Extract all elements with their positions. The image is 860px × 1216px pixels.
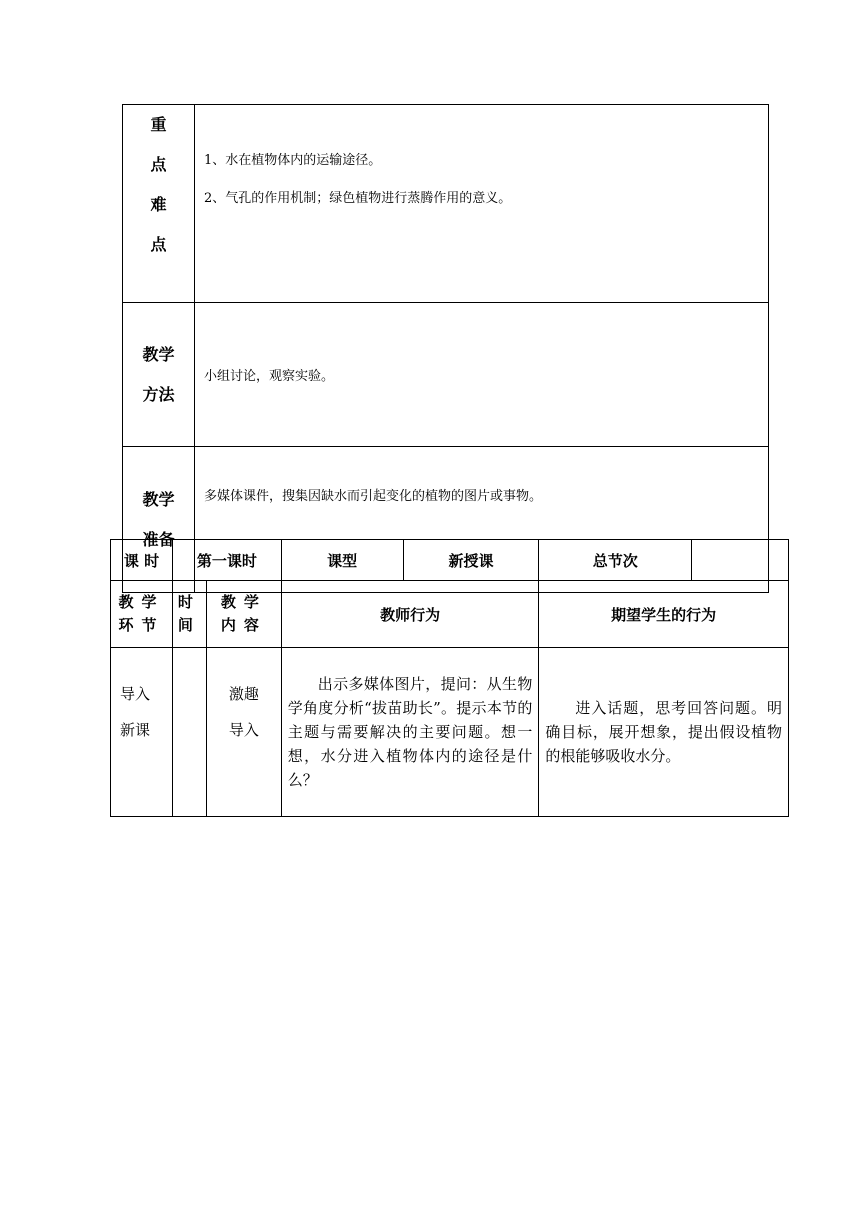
time-cell [172, 648, 206, 817]
content-cell [206, 648, 281, 817]
method-label-line: 方法 [142, 384, 175, 404]
difficulty-item: 2、气孔的作用机制；绿色植物进行蒸腾作用的意义。 [204, 191, 512, 206]
content-line: 导入 [228, 721, 259, 739]
period-label: 课 时 [111, 540, 173, 581]
period-value: 第一课时 [172, 540, 281, 581]
content-line: 激趣 [228, 685, 259, 703]
difficulty-label-char: 点 [150, 155, 167, 174]
content-header [206, 581, 281, 648]
difficulty-row [123, 105, 769, 303]
stage-line: 新课 [120, 721, 151, 739]
teacher-header: 教师行为 [281, 581, 539, 648]
difficulty-content [195, 105, 769, 303]
student-text: 进入话题，思考回答问题。明确目标，展开想象，提出假设植物的根能够吸收水分。 [545, 699, 782, 765]
difficulty-label [123, 105, 195, 303]
table-row [111, 648, 789, 817]
method-row [123, 303, 769, 447]
difficulty-label-char: 点 [150, 235, 167, 254]
period-header-row [111, 540, 789, 581]
column-header-row [111, 581, 789, 648]
stage-cell [111, 648, 173, 817]
time-header-line: 时 [177, 593, 201, 611]
lesson-flow-table [110, 539, 789, 817]
stage-line: 导入 [120, 685, 151, 703]
difficulty-label-char: 重 [150, 115, 167, 134]
type-label: 课型 [281, 540, 403, 581]
prep-label-line: 准备 [142, 529, 175, 549]
method-label [123, 303, 195, 447]
time-header [172, 581, 206, 648]
teacher-cell [281, 648, 539, 817]
student-header: 期望学生的行为 [539, 581, 789, 648]
stage-header-line: 教学 [118, 593, 165, 611]
content-header-line: 内容 [220, 616, 267, 634]
total-label: 总节次 [539, 540, 692, 581]
type-value: 新授课 [403, 540, 539, 581]
method-content: 小组讨论，观察实验。 [195, 303, 769, 447]
student-cell [539, 648, 789, 817]
stage-header-line: 环节 [118, 616, 165, 634]
teacher-text: 出示多媒体图片，提问：从生物学角度分析“拔苗助长”。提示本节的主题与需要解决的主要问题。想一想，水分进入植物体内的途径是什么？ [287, 675, 533, 789]
time-header-line: 间 [177, 616, 201, 634]
difficulty-label-char: 难 [150, 195, 167, 214]
total-value [692, 540, 789, 581]
prep-label-line: 教学 [142, 489, 175, 509]
lesson-info-table [122, 104, 769, 593]
difficulty-item: 1、水在植物体内的运输途径。 [204, 153, 382, 168]
method-label-line: 教学 [142, 344, 175, 364]
stage-header [111, 581, 173, 648]
prep-content: 多媒体课件，搜集因缺水而引起变化的植物的图片或事物。 [195, 447, 769, 593]
content-header-line: 教学 [220, 593, 267, 611]
